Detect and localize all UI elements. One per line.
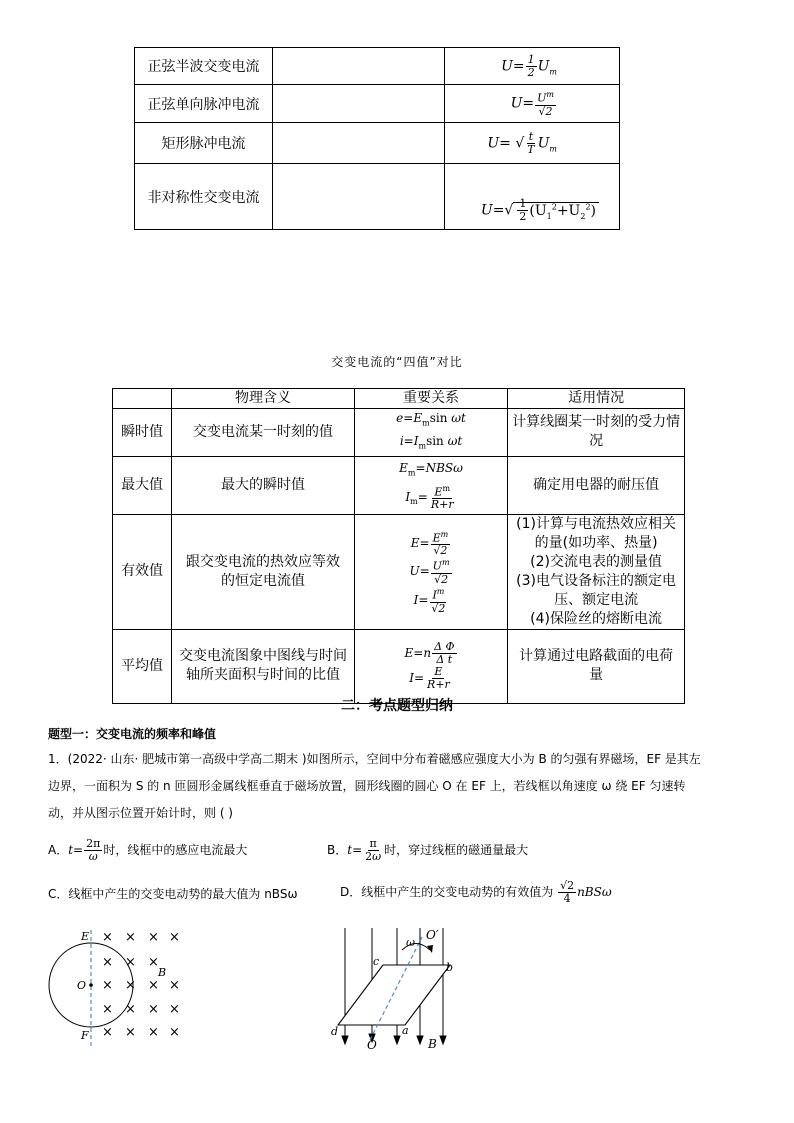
svg-text:×: × — [148, 955, 159, 970]
table-row — [135, 85, 620, 123]
label-b: B — [158, 966, 167, 979]
svg-text:×: × — [125, 930, 136, 945]
relation-cell: $e=E_m\sin$ ωt $i=I_m\sin$ ωt — [354, 409, 507, 457]
svg-text:×: × — [125, 1025, 136, 1040]
svg-text:×: × — [125, 1002, 136, 1017]
svg-text:×: × — [169, 1002, 180, 1017]
question-line-1: 1．(2022· 山东· 肥城市第一高级中学高二期末 )如图所示，空间中分布着磁感应强度大小为 B 的匀强有界磁场，EF 是其左 — [48, 752, 701, 766]
usage-cell: 计算线圈某一时刻的受力情况 — [508, 409, 685, 457]
empty-cell — [273, 123, 445, 164]
empty-cell — [273, 164, 445, 230]
svg-text:×: × — [169, 978, 180, 993]
formula-cell: U= $\frac{1}{2}$ $U_m$ — [445, 48, 620, 85]
field-crosses — [102, 930, 180, 1040]
svg-text:×: × — [169, 930, 180, 945]
label-e: E — [81, 930, 90, 943]
relation-cell: $E_m=NBS\omega$ $I_m=$ $\frac{E^m}{R+r}$ — [354, 456, 507, 514]
option-b: B．t= $\frac{\pi}{2\omega}$ 时，穿过线框的磁通量最大 — [327, 837, 529, 863]
center-dot — [89, 983, 93, 987]
label-o-prime: O′ — [426, 928, 439, 942]
label-a: a — [402, 1024, 409, 1037]
usage-cell: 确定用电器的耐压值 — [508, 456, 685, 514]
circular-coil-figure — [40, 925, 200, 1050]
header-cell: 重要关系 — [354, 389, 507, 409]
formula-cell: U= √ $\frac{t}{T}$ $U_m$ — [445, 123, 620, 164]
relation-cell: E=n $\frac{\text{Δ Φ}}{\text{Δ t}}$ I= $\frac{E}{R+r}$ — [354, 629, 507, 703]
svg-text:×: × — [102, 930, 113, 945]
label-c: c — [373, 955, 380, 968]
value-name-cell: 有效值 — [113, 514, 172, 629]
label-o-bottom: O — [367, 1038, 377, 1052]
svg-text:×: × — [148, 930, 159, 945]
relation-cell: E= $\frac{E^m}{√2}$ U= $\frac{U^m}{√2}$ I= $\frac{I^m}{√2}$ — [354, 514, 507, 629]
label-o: O — [77, 979, 87, 992]
svg-text:×: × — [102, 1025, 113, 1040]
empty-cell — [273, 85, 445, 123]
svg-text:×: × — [169, 1025, 180, 1040]
question-line-3: 动，并从图示位置开始计时，则 ( ) — [48, 806, 233, 820]
label-b-corner: b — [446, 961, 454, 974]
table-row — [135, 48, 620, 85]
header-cell: 适用情况 — [508, 389, 685, 409]
formula-cell: U=√ $\frac{1}{2}$ $(U_1^2+U_2^2)$ — [445, 164, 620, 230]
svg-text:×: × — [102, 1002, 113, 1017]
table-caption: 交变电流的“四值”对比 — [331, 355, 463, 369]
meaning-cell: 跟交变电流的热效应等效的恒定电流值 — [172, 514, 355, 629]
label-omega: ω — [406, 936, 415, 949]
label-d: d — [331, 1025, 339, 1038]
table-header-row — [113, 389, 685, 409]
option-a: A．t= $\frac{2\pi}{\omega}$ 时，线框中的感应电流最大 — [48, 837, 248, 863]
rotating-frame-figure — [320, 925, 470, 1055]
table-row — [113, 456, 685, 514]
current-type-cell: 正弦半波交变电流 — [135, 48, 273, 85]
four-values-table — [112, 388, 685, 704]
table-row — [135, 164, 620, 230]
svg-text:×: × — [148, 1025, 159, 1040]
current-type-cell: 矩形脉冲电流 — [135, 123, 273, 164]
usage-cell: 计算通过电路截面的电荷量 — [508, 629, 685, 703]
value-name-cell: 平均值 — [113, 629, 172, 703]
value-name-cell: 瞬时值 — [113, 409, 172, 457]
svg-text:×: × — [102, 978, 113, 993]
table-row — [113, 409, 685, 457]
table-row — [135, 123, 620, 164]
section-heading: 二：考点题型归纳 — [341, 698, 453, 714]
rms-formula-table — [134, 47, 620, 230]
question-type-heading: 题型一：交变电流的频率和峰值 — [48, 727, 217, 741]
option-c: C．线框中产生的交变电动势的最大值为 nBSω — [48, 887, 298, 901]
meaning-cell: 最大的瞬时值 — [172, 456, 355, 514]
table-row — [113, 629, 685, 703]
label-field-b: B — [428, 1037, 437, 1051]
meaning-cell: 交变电流图象中图线与时间轴所夹面积与时间的比值 — [172, 629, 355, 703]
current-type-cell: 正弦单向脉冲电流 — [135, 85, 273, 123]
table-row — [113, 514, 685, 629]
header-cell — [113, 389, 172, 409]
question-line-2: 边界，一面积为 S 的 n 匝圆形金属线框垂直于磁场放置，圆形线圈的圆心 O 在 EF 上，若线框以角速度 ω 绕 EF 匀速转 — [48, 779, 686, 793]
value-name-cell: 最大值 — [113, 456, 172, 514]
label-f: F — [81, 1029, 89, 1042]
square-frame — [338, 965, 450, 1025]
meaning-cell: 交变电流某一时刻的值 — [172, 409, 355, 457]
current-type-cell: 非对称性交变电流 — [135, 164, 273, 230]
svg-text:×: × — [148, 1002, 159, 1017]
option-d: D．线框中产生的交变电动势的有效值为 $\frac{√2}{4}$ nBSω — [340, 879, 612, 905]
formula-cell: U= $\frac{U^m}{√2}$ — [445, 85, 620, 123]
svg-text:×: × — [125, 978, 136, 993]
svg-text:×: × — [125, 955, 136, 970]
svg-text:×: × — [102, 955, 113, 970]
header-cell: 物理含义 — [172, 389, 355, 409]
empty-cell — [273, 48, 445, 85]
usage-cell: (1)计算与电流热效应相关的量(如功率、热量) (2)交流电表的测量值 (3)电气设备标注的额定电压、额定电流 (4)保险丝的熔断电流 — [508, 514, 685, 629]
svg-text:×: × — [148, 978, 159, 993]
